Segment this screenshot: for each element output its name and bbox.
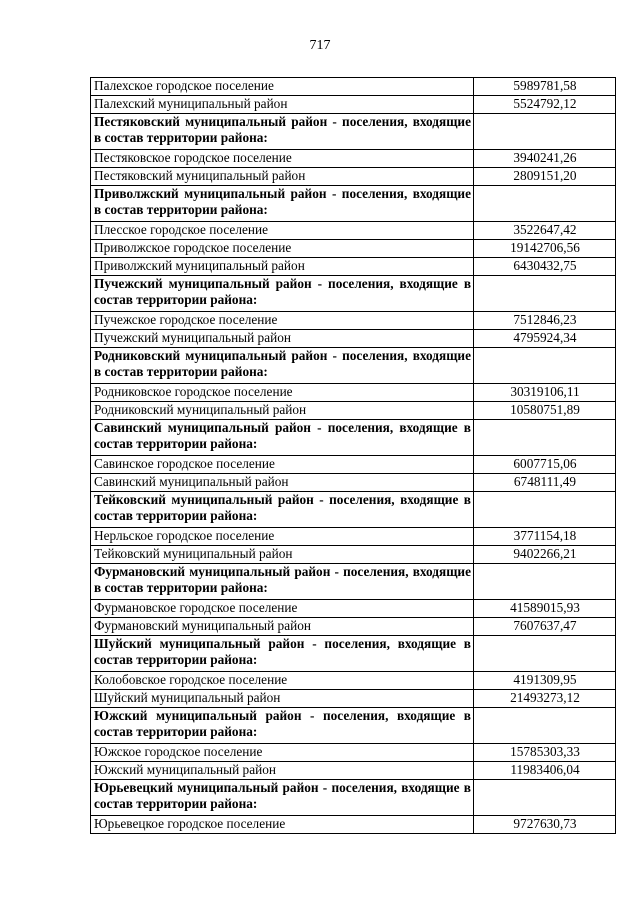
amount-cell: 9402266,21	[474, 546, 616, 564]
entity-name-cell: Нерльское городское поселение	[91, 528, 474, 546]
amount-cell: 15785303,33	[474, 744, 616, 762]
table-row	[91, 312, 616, 330]
amount-cell	[474, 276, 616, 312]
table-row	[91, 672, 616, 690]
district-header-row	[91, 276, 616, 312]
table-row	[91, 258, 616, 276]
table-row	[91, 474, 616, 492]
amount-cell	[474, 564, 616, 600]
amount-cell	[474, 636, 616, 672]
table-row	[91, 744, 616, 762]
entity-name-cell: Фурмановское городское поселение	[91, 600, 474, 618]
table-row	[91, 384, 616, 402]
amount-cell: 41589015,93	[474, 600, 616, 618]
entity-name-cell: Пестяковское городское поселение	[91, 150, 474, 168]
table-row	[91, 546, 616, 564]
entity-name-cell: Южское городское поселение	[91, 744, 474, 762]
entity-name-cell: Родниковский муниципальный район	[91, 402, 474, 420]
amount-cell: 21493273,12	[474, 690, 616, 708]
table-row	[91, 240, 616, 258]
entity-name-cell: Шуйский муниципальный район	[91, 690, 474, 708]
amount-cell: 6430432,75	[474, 258, 616, 276]
amount-cell	[474, 420, 616, 456]
district-header-label: Приволжский муниципальный район - поселения, входящие в состав территории района:	[91, 186, 474, 222]
district-header-label: Тейковский муниципальный район - поселения, входящие в состав территории района:	[91, 492, 474, 528]
amount-cell	[474, 708, 616, 744]
district-header-label: Родниковский муниципальный район - поселения, входящие в состав территории района:	[91, 348, 474, 384]
entity-name-cell: Савинский муниципальный район	[91, 474, 474, 492]
amount-cell	[474, 492, 616, 528]
budget-table	[90, 77, 616, 834]
entity-name-cell: Колобовское городское поселение	[91, 672, 474, 690]
amount-cell: 3940241,26	[474, 150, 616, 168]
entity-name-cell: Тейковский муниципальный район	[91, 546, 474, 564]
district-header-label: Южский муниципальный район - поселения, входящие в состав территории района:	[91, 708, 474, 744]
entity-name-cell: Савинское городское поселение	[91, 456, 474, 474]
entity-name-cell: Родниковское городское поселение	[91, 384, 474, 402]
table-row	[91, 168, 616, 186]
entity-name-cell: Палехский муниципальный район	[91, 96, 474, 114]
table-row	[91, 528, 616, 546]
amount-cell: 6748111,49	[474, 474, 616, 492]
district-header-label: Пестяковский муниципальный район - поселения, входящие в состав территории района:	[91, 114, 474, 150]
table-row	[91, 600, 616, 618]
entity-name-cell: Плесское городское поселение	[91, 222, 474, 240]
district-header-label: Фурмановский муниципальный район - поселения, входящие в состав территории района:	[91, 564, 474, 600]
district-header-row	[91, 780, 616, 816]
amount-cell: 19142706,56	[474, 240, 616, 258]
table-row	[91, 402, 616, 420]
district-header-label: Пучежский муниципальный район - поселения, входящие в состав территории района:	[91, 276, 474, 312]
amount-cell: 7512846,23	[474, 312, 616, 330]
district-header-label: Савинский муниципальный район - поселения, входящие в состав территории района:	[91, 420, 474, 456]
amount-cell: 4795924,34	[474, 330, 616, 348]
amount-cell: 10580751,89	[474, 402, 616, 420]
amount-cell: 5989781,58	[474, 78, 616, 96]
table-row	[91, 816, 616, 834]
amount-cell	[474, 780, 616, 816]
entity-name-cell: Пестяковский муниципальный район	[91, 168, 474, 186]
amount-cell: 7607637,47	[474, 618, 616, 636]
amount-cell	[474, 186, 616, 222]
amount-cell: 4191309,95	[474, 672, 616, 690]
entity-name-cell: Юрьевецкое городское поселение	[91, 816, 474, 834]
entity-name-cell: Пучежский муниципальный район	[91, 330, 474, 348]
budget-table-body	[91, 78, 616, 834]
table-row	[91, 330, 616, 348]
district-header-label: Юрьевецкий муниципальный район - поселения, входящие в состав территории района:	[91, 780, 474, 816]
table-row	[91, 96, 616, 114]
table-row	[91, 690, 616, 708]
table-row	[91, 618, 616, 636]
district-header-row	[91, 420, 616, 456]
amount-cell: 30319106,11	[474, 384, 616, 402]
page-number: 717	[309, 38, 331, 53]
table-row	[91, 762, 616, 780]
district-header-row	[91, 564, 616, 600]
district-header-row	[91, 348, 616, 384]
amount-cell: 3771154,18	[474, 528, 616, 546]
entity-name-cell: Приволжское городское поселение	[91, 240, 474, 258]
entity-name-cell: Фурмановский муниципальный район	[91, 618, 474, 636]
amount-cell: 5524792,12	[474, 96, 616, 114]
table-row	[91, 150, 616, 168]
entity-name-cell: Пучежское городское поселение	[91, 312, 474, 330]
amount-cell: 2809151,20	[474, 168, 616, 186]
amount-cell: 11983406,04	[474, 762, 616, 780]
table-row	[91, 222, 616, 240]
district-header-row	[91, 708, 616, 744]
table-row	[91, 78, 616, 96]
district-header-row	[91, 186, 616, 222]
district-header-row	[91, 636, 616, 672]
amount-cell: 6007715,06	[474, 456, 616, 474]
amount-cell	[474, 348, 616, 384]
table-row	[91, 456, 616, 474]
entity-name-cell: Палехское городское поселение	[91, 78, 474, 96]
amount-cell	[474, 114, 616, 150]
amount-cell: 3522647,42	[474, 222, 616, 240]
entity-name-cell: Южский муниципальный район	[91, 762, 474, 780]
district-header-label: Шуйский муниципальный район - поселения, входящие в состав территории района:	[91, 636, 474, 672]
district-header-row	[91, 492, 616, 528]
entity-name-cell: Приволжский муниципальный район	[91, 258, 474, 276]
amount-cell: 9727630,73	[474, 816, 616, 834]
district-header-row	[91, 114, 616, 150]
